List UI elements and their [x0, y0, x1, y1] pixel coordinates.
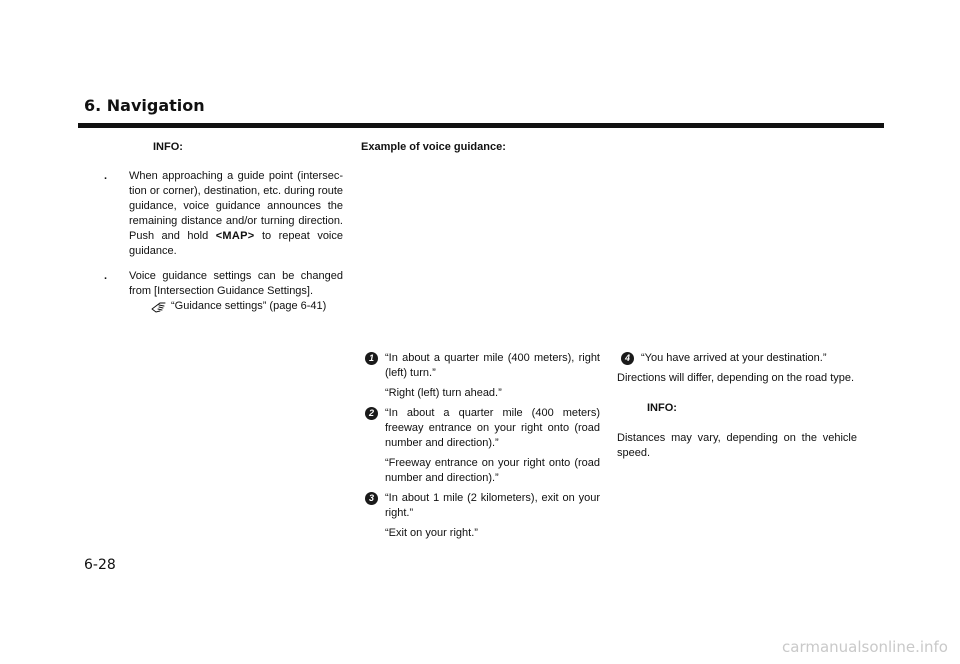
bullet-text-post: to repeat voice guidance. — [129, 230, 343, 257]
info-heading: INFO: — [647, 402, 677, 414]
bullet-item — [101, 269, 343, 314]
list-item — [361, 351, 600, 381]
bullet-text-pre: When approaching a guide point (intersec-tion or corner), destination, etc. during route guidance, voice guidance announces the remaining distance and/or turning direction. Push and hold — [129, 170, 343, 242]
distances-text: Distances may vary, depending on the vehicle speed. — [617, 432, 857, 459]
bullet-marker: . — [104, 170, 108, 182]
callout-number: 2 — [365, 407, 378, 420]
left-column — [101, 140, 343, 314]
list-item — [361, 491, 600, 521]
map-key-label: <MAP> — [215, 230, 255, 242]
header-rule — [78, 123, 884, 128]
list-item-text: “You have arrived at your destination.” — [641, 352, 827, 364]
page-title: 6. Navigation — [84, 96, 205, 115]
bullet-item — [101, 169, 343, 259]
watermark: carmanualsonline.info — [782, 638, 948, 656]
list-item-subtext: “Freeway entrance on your right onto (road number and direction).” — [385, 457, 600, 484]
page-reference-text: “Guidance settings” (page 6-41) — [171, 300, 327, 312]
page-number: 6-28 — [84, 557, 116, 573]
right-column — [617, 351, 857, 461]
bullet-marker: . — [104, 270, 108, 282]
list-item — [361, 406, 600, 451]
directions-text: Directions will differ, depending on the road type. — [617, 372, 855, 384]
example-heading: Example of voice guidance: — [361, 141, 506, 153]
callout-number: 4 — [621, 352, 634, 365]
middle-column — [361, 351, 600, 541]
list-item-text: “In about a quarter mile (400 meters) freeway entrance on your right onto (road number and direction).” — [385, 407, 600, 449]
page-reference[interactable] — [129, 299, 343, 314]
info-heading: INFO: — [153, 141, 183, 153]
list-item-text: “In about 1 mile (2 kilometers), exit on your right.” — [385, 492, 600, 519]
list-item-text: “In about a quarter mile (400 meters), right (left) turn.” — [385, 352, 600, 379]
bullet-text: Voice guidance settings can be changed from [Intersection Guidance Settings]. — [129, 270, 343, 297]
callout-number: 1 — [365, 352, 378, 365]
callout-number: 3 — [365, 492, 378, 505]
pointing-hand-icon — [151, 300, 167, 314]
list-item — [617, 351, 857, 366]
bullet-text — [129, 169, 343, 259]
list-item-subtext: “Exit on your right.” — [385, 527, 478, 539]
list-item-subtext: “Right (left) turn ahead.” — [385, 387, 502, 399]
